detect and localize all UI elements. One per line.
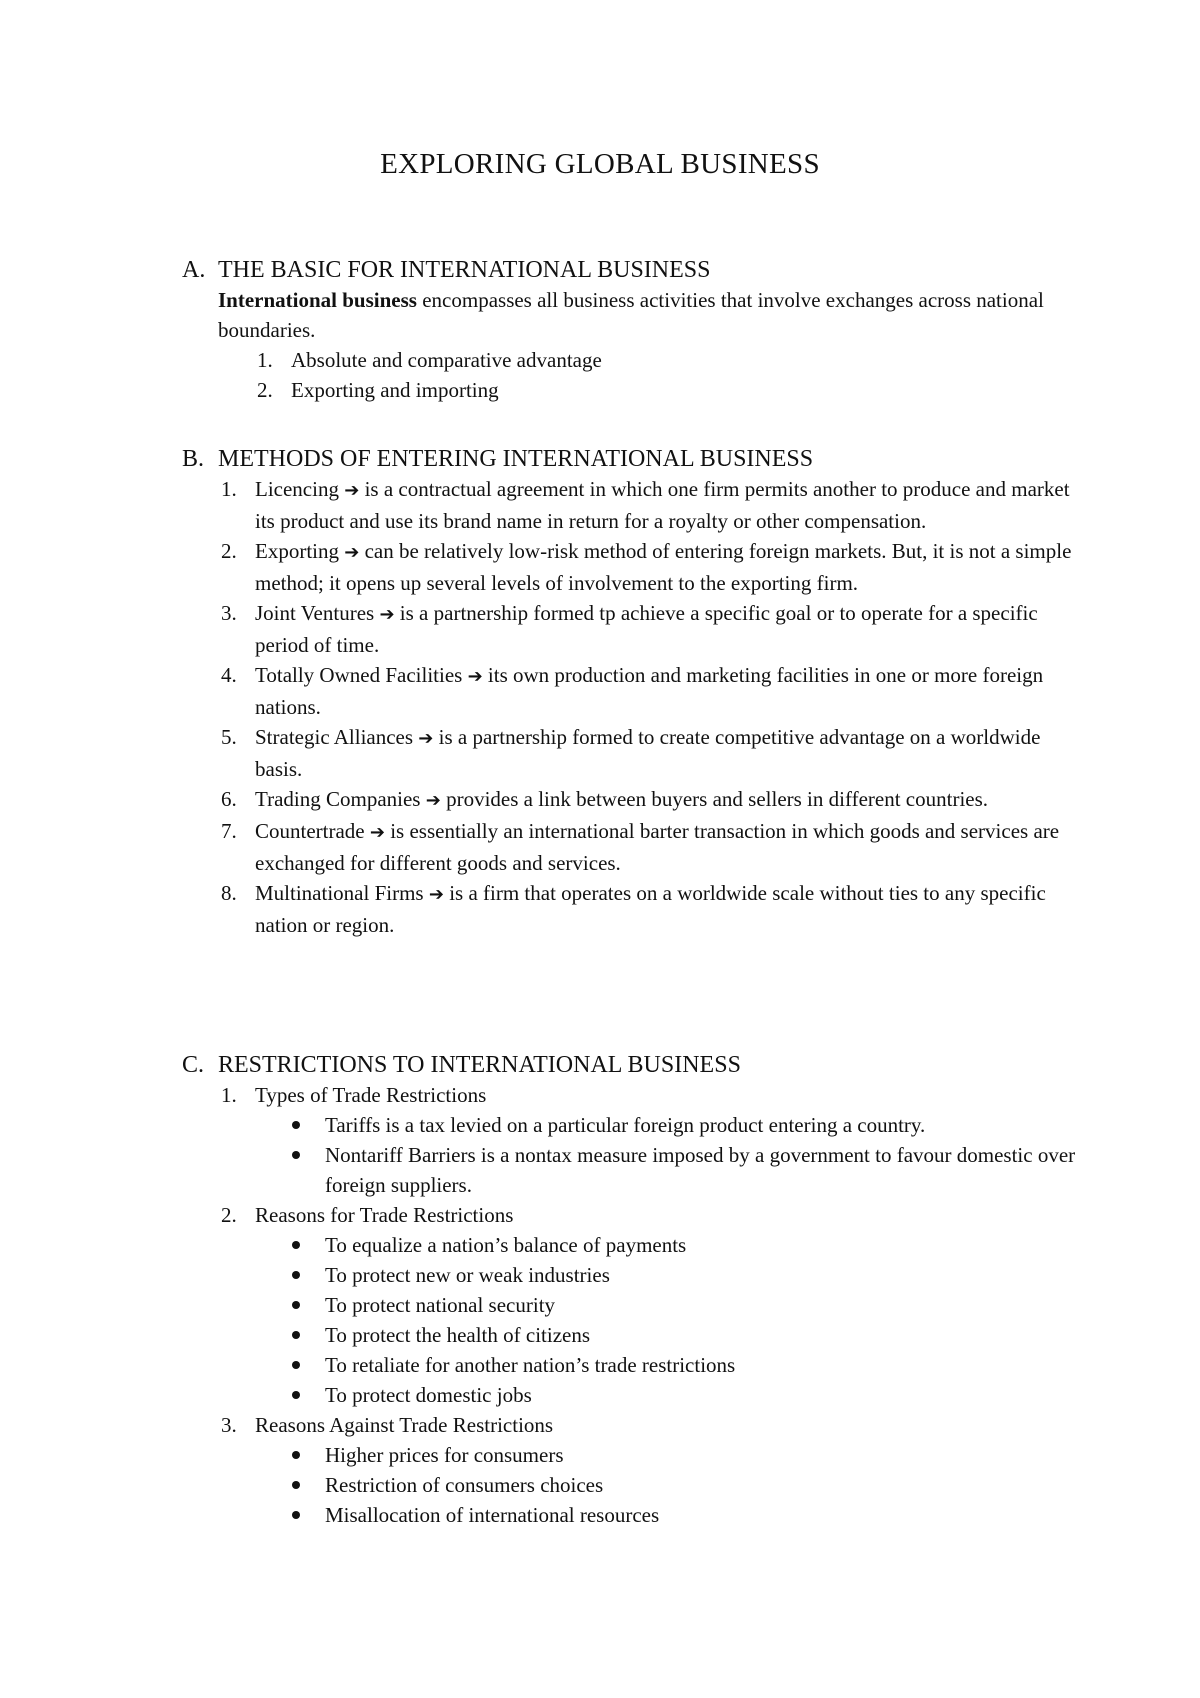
item-text: its own production and marketing facilities in one or more foreign nations. — [255, 663, 1044, 719]
bullet-icon — [292, 1301, 300, 1309]
list-item — [182, 878, 1082, 940]
bullet-icon — [292, 1361, 300, 1369]
bullet-text: Misallocation of international resources — [325, 1503, 660, 1527]
list-item — [182, 345, 1082, 375]
bullet-item — [182, 1260, 1082, 1290]
right-arrow-icon: ➔ — [379, 604, 395, 625]
item-text: is a contractual agreement in which one firm permits another to produce and market its product and use its brand name in return for a royalty or other compensation. — [255, 477, 1070, 533]
bullet-icon — [292, 1451, 300, 1459]
item-text: Absolute and comparative advantage — [291, 348, 602, 372]
bullet-icon — [292, 1121, 300, 1129]
section-a-intro — [182, 285, 1082, 345]
right-arrow-icon: ➔ — [344, 480, 360, 501]
list-item — [182, 660, 1082, 722]
bullet-item — [182, 1110, 1082, 1140]
section-c-letter: C. — [182, 1052, 205, 1078]
item-number: 3. — [221, 601, 237, 625]
item-text: Reasons Against Trade Restrictions — [255, 1413, 554, 1437]
bullet-list-types — [182, 1110, 1082, 1200]
bullet-list-reasons-for — [182, 1230, 1082, 1410]
bullet-icon — [292, 1391, 300, 1399]
item-term: Licencing — [255, 477, 339, 501]
bullet-text: To equalize a nation’s balance of payments — [325, 1233, 687, 1257]
item-text: Reasons for Trade Restrictions — [255, 1203, 514, 1227]
bullet-item — [182, 1290, 1082, 1320]
intro-bold-term: International business — [218, 288, 417, 312]
item-term: Multinational Firms — [255, 881, 424, 905]
list-item — [182, 598, 1082, 660]
right-arrow-icon: ➔ — [428, 884, 444, 905]
list-item — [182, 536, 1082, 598]
bullet-icon — [292, 1331, 300, 1339]
section-b — [182, 444, 1082, 940]
item-number: 2. — [221, 1203, 237, 1227]
bullet-item — [182, 1140, 1082, 1200]
bullet-icon — [292, 1481, 300, 1489]
item-number: 2. — [257, 378, 273, 402]
bullet-text: Nontariff Barriers is a nontax measure imposed by a government to favour domestic over foreign suppliers. — [325, 1143, 1076, 1197]
bullet-text: To protect domestic jobs — [325, 1383, 532, 1407]
page-title: EXPLORING GLOBAL BUSINESS — [380, 148, 820, 180]
item-term: Strategic Alliances — [255, 725, 414, 749]
item-text: is essentially an international barter transaction in which goods and services are exchanged for different goods and services. — [255, 819, 1060, 875]
bullet-text: To protect new or weak industries — [325, 1263, 610, 1287]
item-term: Exporting — [255, 539, 339, 563]
bullet-icon — [292, 1271, 300, 1279]
section-c-title: RESTRICTIONS TO INTERNATIONAL BUSINESS — [218, 1052, 741, 1078]
item-text: is a partnership formed to create competitive advantage on a worldwide basis. — [255, 725, 1041, 781]
item-text: Exporting and importing — [291, 378, 499, 402]
bullet-text: Restriction of consumers choices — [325, 1473, 604, 1497]
section-b-list — [182, 474, 1082, 940]
bullet-text: Higher prices for consumers — [325, 1443, 564, 1467]
section-a-heading — [182, 255, 1082, 285]
right-arrow-icon: ➔ — [467, 666, 483, 687]
item-text: provides a link between buyers and sellers in different countries. — [446, 787, 989, 811]
bullet-text: Tariffs is a tax levied on a particular foreign product entering a country. — [325, 1113, 926, 1137]
section-c-list — [182, 1080, 1082, 1110]
list-item — [182, 816, 1082, 878]
section-c-heading — [182, 1050, 1082, 1080]
list-item — [182, 784, 1082, 816]
section-b-letter: B. — [182, 446, 205, 472]
bullet-item — [182, 1440, 1082, 1470]
bullet-icon — [292, 1511, 300, 1519]
section-a-title: THE BASIC FOR INTERNATIONAL BUSINESS — [218, 257, 711, 283]
item-text: Types of Trade Restrictions — [255, 1083, 487, 1107]
item-number: 7. — [221, 819, 237, 843]
item-number: 6. — [221, 787, 237, 811]
bullet-item — [182, 1230, 1082, 1260]
bullet-text: To retaliate for another nation’s trade restrictions — [325, 1353, 736, 1377]
list-item — [182, 1200, 1082, 1230]
list-item — [182, 1080, 1082, 1110]
right-arrow-icon: ➔ — [418, 728, 434, 749]
item-number: 4. — [221, 663, 237, 687]
item-term: Trading Companies — [255, 787, 421, 811]
bullet-icon — [292, 1151, 300, 1159]
item-number: 8. — [221, 881, 237, 905]
item-term: Totally Owned Facilities — [255, 663, 463, 687]
section-a-list — [182, 345, 1082, 405]
bullet-text: To protect national security — [325, 1293, 556, 1317]
right-arrow-icon: ➔ — [369, 822, 385, 843]
section-c-list-2 — [182, 1200, 1082, 1230]
bullet-text: To protect the health of citizens — [325, 1323, 591, 1347]
item-term: Countertrade — [255, 819, 365, 843]
bullet-item — [182, 1470, 1082, 1500]
list-item — [182, 474, 1082, 536]
right-arrow-icon: ➔ — [344, 542, 360, 563]
item-number: 5. — [221, 725, 237, 749]
bullet-item — [182, 1380, 1082, 1410]
section-a-letter: A. — [182, 257, 206, 283]
item-text: is a partnership formed tp achieve a specific goal or to operate for a specific period of time. — [255, 601, 1038, 657]
intro-text: encompasses all business activities that involve exchanges across national boundaries. — [218, 288, 1044, 342]
list-item — [182, 722, 1082, 784]
section-c — [182, 1050, 1082, 1530]
bullet-icon — [292, 1241, 300, 1249]
section-c-list-3 — [182, 1410, 1082, 1440]
item-number: 2. — [221, 539, 237, 563]
item-number: 1. — [221, 1083, 237, 1107]
list-item — [182, 1410, 1082, 1440]
item-text: is a firm that operates on a worldwide scale without ties to any specific nation or region. — [255, 881, 1046, 937]
section-b-heading — [182, 444, 1082, 474]
bullet-item — [182, 1500, 1082, 1530]
item-number: 3. — [221, 1413, 237, 1437]
right-arrow-icon: ➔ — [425, 790, 441, 811]
bullet-item — [182, 1350, 1082, 1380]
bullet-list-reasons-against — [182, 1440, 1082, 1530]
bullet-item — [182, 1320, 1082, 1350]
item-text: can be relatively low-risk method of entering foreign markets. But, it is not a simple method; it opens up several levels of involvement to the exporting firm. — [255, 539, 1072, 595]
section-a — [182, 255, 1082, 405]
list-item — [182, 375, 1082, 405]
item-number: 1. — [257, 348, 273, 372]
item-term: Joint Ventures — [255, 601, 375, 625]
section-b-title: METHODS OF ENTERING INTERNATIONAL BUSINESS — [218, 446, 814, 472]
item-number: 1. — [221, 477, 237, 501]
